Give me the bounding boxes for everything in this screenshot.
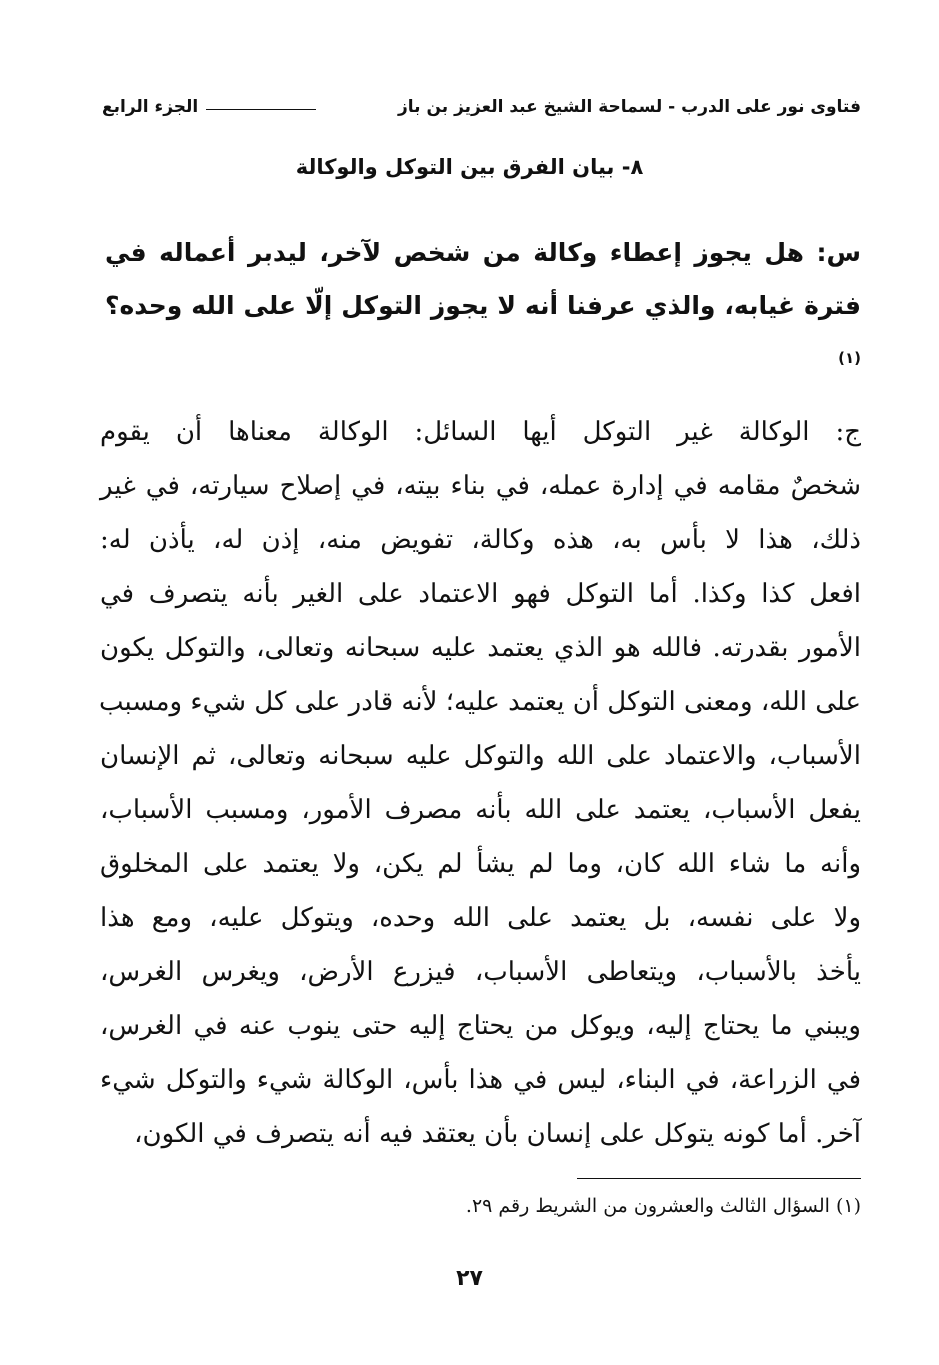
footnote-ref: (١) xyxy=(838,349,861,367)
answer-line: وأنه ما شاء الله كان، وما لم يشأ لم يكن، ولا يعتمد على المخلوق xyxy=(100,849,861,879)
running-header xyxy=(102,90,861,124)
answer-line: ويبني ما يحتاج إليه، ويوكل من يحتاج إليه حتى ينوب عنه في الغرس، xyxy=(100,1011,861,1041)
answer-line: الأمور بقدرته. فالله هو الذي يعتمد عليه سبحانه وتعالى، والتوكل يكون xyxy=(100,633,861,663)
answer-line: على الله، ومعنى التوكل أن يعتمد عليه؛ لأنه قادر على كل شيء ومسبب xyxy=(99,687,861,717)
answer-line: في الزراعة، في البناء، ليس في هذا بأس، الوكالة شيء والتوكل شيء xyxy=(100,1065,861,1095)
book-title: فتاوى نور على الدرب - لسماحة الشيخ عبد العزيز بن باز xyxy=(398,97,861,117)
answer-line: افعل كذا وكذا. أما التوكل فهو الاعتماد على الغير بأنه يتصرف في xyxy=(100,579,861,609)
answer-line: آخر. أما كونه يتوكل على إنسان بأن يعتقد فيه أنه يتصرف في الكون، xyxy=(134,1119,861,1149)
answer-line: يفعل الأسباب، يعتمد على الله بأنه مصرف الأمور، ومسبب الأسباب، xyxy=(100,795,861,825)
volume-label: الجزء الرابع xyxy=(102,97,199,117)
answer-line: شخصٌ مقامه في إدارة عمله، في بناء بيته، في إصلاح سيارته، في غير xyxy=(100,471,861,501)
question-paragraph xyxy=(105,226,861,390)
header-rule xyxy=(206,109,316,110)
question-text: س: هل يجوز إعطاء وكالة من شخص لآخر، ليدبر أعماله في فترة غيابه، والذي عرفنا أنه لا يجوز التوكل إلّا على الله وحده؟ xyxy=(105,238,861,320)
answer-line: ولا على نفسه، بل يعتمد على الله وحده، ويتوكل عليه، ومع هذا xyxy=(100,903,861,933)
answer-line: ج: الوكالة غير التوكل أيها السائل: الوكالة معناها أن يقوم xyxy=(100,417,861,447)
footnote-divider xyxy=(577,1178,861,1179)
answer-line: ذلك، هذا لا بأس به، هذه وكالة، تفويض منه، إذن له، يأذن له: xyxy=(100,525,861,555)
answer-paragraph xyxy=(100,405,861,1161)
answer-line: الأسباب، والاعتماد على الله والتوكل عليه سبحانه وتعالى، ثم الإنسان xyxy=(100,741,861,771)
footnote: (١) السؤال الثالث والعشرون من الشريط رقم ٢٩. xyxy=(465,1195,861,1217)
section-title: ٨- بيان الفرق بين التوكل والوكالة xyxy=(295,155,644,179)
page-number: ٢٧ xyxy=(456,1266,483,1291)
answer-line: يأخذ بالأسباب، ويتعاطى الأسباب، فيزرع الأرض، ويغرس الغرس، xyxy=(100,957,861,987)
